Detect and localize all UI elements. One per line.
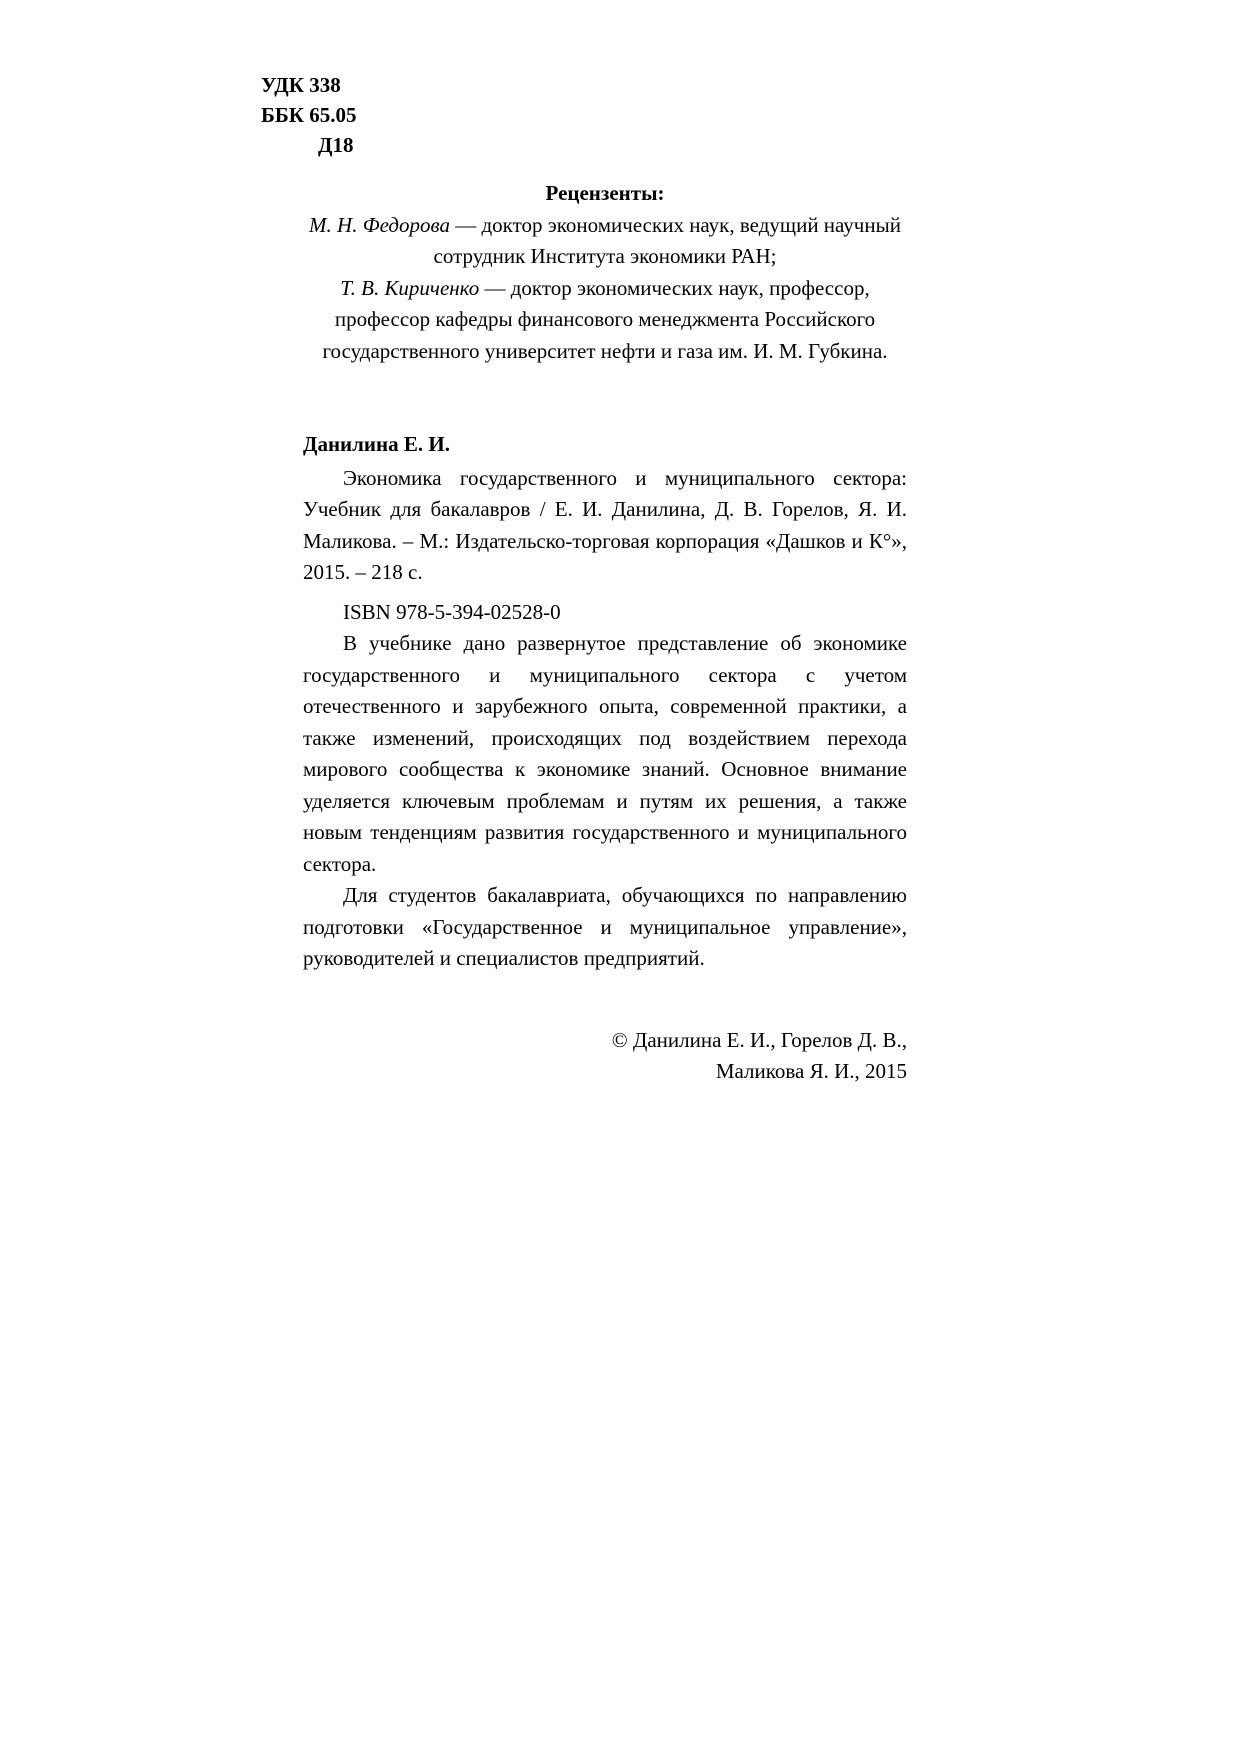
udk-code: УДК 338 (261, 73, 341, 97)
reviewer-name: Т. В. Кириченко (340, 275, 480, 300)
reviewer-entry (303, 273, 907, 368)
reviewers-heading: Рецензенты: (545, 181, 665, 205)
copyright-line: © Данилина Е. И., Горелов Д. В., (611, 1027, 907, 1052)
reviewer-entry (303, 210, 907, 273)
classification-block (261, 70, 907, 160)
copyright-line: Маликова Я. И., 2015 (715, 1059, 907, 1083)
annotation-paragraph: Для студентов бакалавриата, обучающихся по направлению подготовки «Государственное и муниципальное управление», руководителей и специалистов предприятий. (303, 883, 907, 970)
authors-sign-code: Д18 (318, 133, 354, 157)
page-content (261, 0, 907, 1088)
bbk-code: ББК 65.05 (261, 103, 357, 127)
reviewers-section (303, 178, 907, 367)
reviewer-description: — доктор экономических наук, ведущий научный сотрудник Института экономики РАН; (433, 212, 901, 268)
author-heading: Данилина Е. И. (303, 432, 450, 456)
annotation-paragraph: В учебнике дано развернутое представление об экономике государственного и муниципального сектора с учетом отечественного и зарубежного опыта, современной практики, а также изменений, происходящих под воздействием перехода мирового сообщества к экономике знаний. Основное внимание уделяется ключевым проблемам и путям их решения, а также новым тенденциям развития государственного и муниципального сектора. (303, 631, 907, 876)
bibliographic-block (303, 429, 907, 628)
isbn-line: ISBN 978-5-394-02528-0 (343, 599, 561, 624)
reviewer-name: М. Н. Федорова (309, 212, 450, 237)
copyright-block (303, 1025, 907, 1088)
annotation-section (303, 628, 907, 975)
reviewer-description: — доктор экономических наук, профессор, профессор кафедры финансового менеджмента Российского государственного университет нефти и газа им. И. М. Губкина. (322, 275, 888, 363)
bibliographic-description: Экономика государственного и муниципального сектора: Учебник для бакалавров / Е. И. Данилина, Д. В. Горелов, Я. И. Маликова. – М.: Издательско-торговая корпорация «Дашков и К°», 2015. – 218 с. (303, 465, 907, 584)
